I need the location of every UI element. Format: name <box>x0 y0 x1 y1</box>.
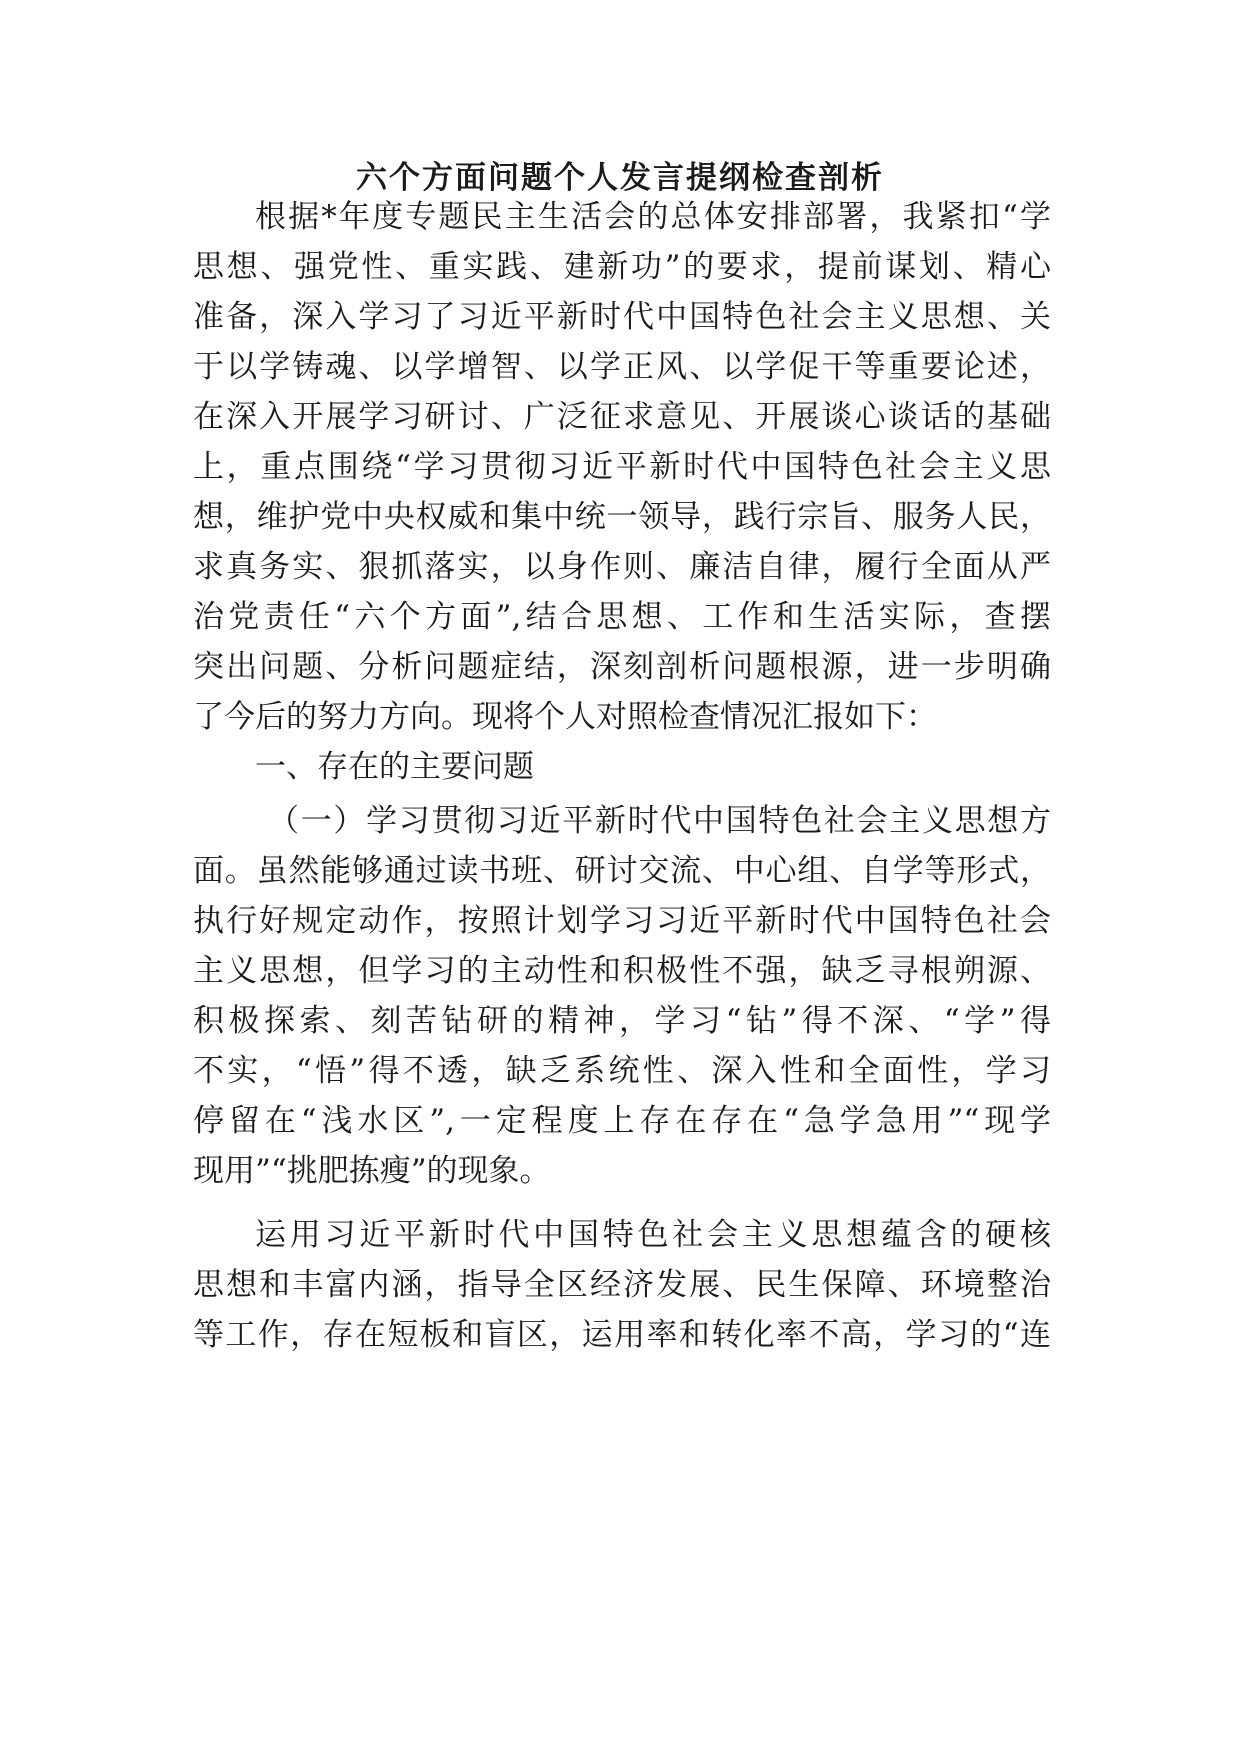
paragraph-line: 上，重点围绕“学习贯彻习近平新时代中国特色社会主义思 <box>193 449 1051 485</box>
document-title: 六个方面问题个人发言提纲检查剖析 <box>356 160 884 196</box>
paragraph-line: 准备，深入学习了习近平新时代中国特色社会主义思想、关 <box>193 299 1051 335</box>
paragraph-line: 根据*年度专题民主生活会的总体安排部署，我紧扣“学 <box>255 199 1051 235</box>
paragraph-line: 现用”“挑肥拣瘦”的现象。 <box>193 1153 551 1189</box>
paragraph-line: 停留在“浅水区”,一定程度上存在存在“急学急用”“现学 <box>193 1103 1051 1139</box>
paragraph-line: 思想、强党性、重实践、建新功”的要求，提前谋划、精心 <box>193 249 1051 285</box>
paragraph-line: 在深入开展学习研讨、广泛征求意见、开展谈心谈话的基础 <box>193 399 1051 435</box>
paragraph-line: 思想和丰富内涵，指导全区经济发展、民生保障、环境整治 <box>193 1267 1051 1303</box>
paragraph-line: （一）学习贯彻习近平新时代中国特色社会主义思想方 <box>268 803 1051 839</box>
paragraph-line: 想，维护党中央权威和集中统一领导，践行宗旨、服务人民， <box>193 499 1051 535</box>
paragraph-line: 于以学铸魂、以学增智、以学正风、以学促干等重要论述， <box>193 349 1051 385</box>
paragraph-line: 执行好规定动作，按照计划学习习近平新时代中国特色社会 <box>193 903 1051 939</box>
paragraph-line: 治党责任“六个方面”,结合思想、工作和生活实际，查摆 <box>193 599 1051 635</box>
paragraph-line: 运用习近平新时代中国特色社会主义思想蕴含的硬核 <box>255 1217 1051 1253</box>
paragraph-line: 面。虽然能够通过读书班、研讨交流、中心组、自学等形式， <box>193 853 1051 889</box>
paragraph-line: 主义思想，但学习的主动性和积极性不强，缺乏寻根朔源、 <box>193 953 1051 989</box>
section-heading: 一、存在的主要问题 <box>255 749 534 785</box>
paragraph-line: 不实，“悟”得不透，缺乏系统性、深入性和全面性，学习 <box>193 1053 1051 1089</box>
paragraph-line: 等工作，存在短板和盲区，运用率和转化率不高，学习的“连 <box>193 1317 1051 1353</box>
paragraph-line: 了今后的努力方向。现将个人对照检查情况汇报如下： <box>193 699 937 735</box>
paragraph-line: 突出问题、分析问题症结，深刻剖析问题根源，进一步明确 <box>193 649 1051 685</box>
paragraph-line: 求真务实、狠抓落实，以身作则、廉洁自律，履行全面从严 <box>193 549 1051 585</box>
paragraph-line: 积极探索、刻苦钻研的精神，学习“钻”得不深、“学”得 <box>193 1003 1051 1039</box>
